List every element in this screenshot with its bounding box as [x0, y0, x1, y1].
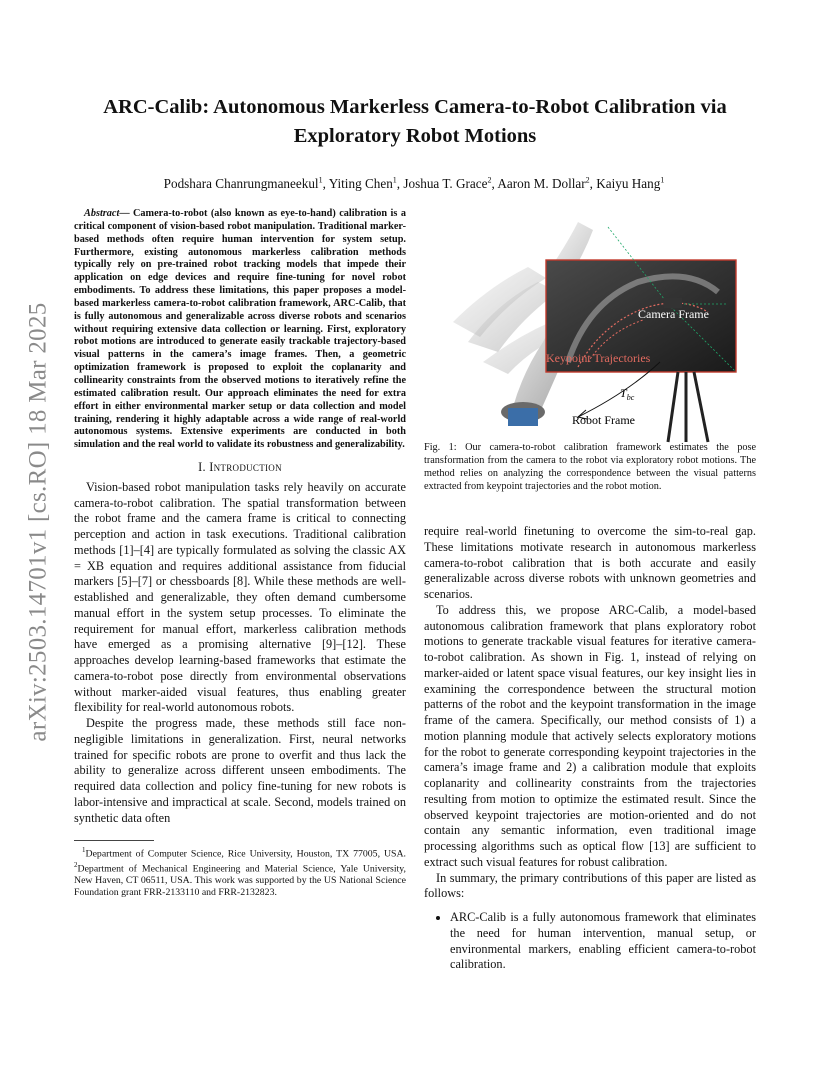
- label-transform: $T_{bc}$: [620, 386, 635, 402]
- intro-paragraph-1: Vision-based robot manipulation tasks rely heavily on accurate camera-to-robot calibration. The spatial transformation between the robot frame and the camera frame is critical to connecting perception and action in task executions. Traditional calibration methods [1]–[4] are typically formulated as solving the classic AX = XB equation and requires additional assistance from fiducial markers [5]–[7] or chessboards [8]. While these methods are well-established and generalizable, they often demand cumbersome manual effort in the system setup processes. To eliminate the requirement for manual effort, markerless calibration methods have emerged as a promising alternative [9]–[12]. These approaches develop learning-based frameworks that estimate the camera-to-robot pose directly from environmental observations without marker-aided visual features, thus enabling greater flexibility for real-world autonomous robots.: [74, 479, 406, 715]
- author: Yiting Chen$^1$,: [328, 176, 404, 192]
- right-paragraph-3: In summary, the primary contributions of this paper are listed as follows:: [424, 870, 756, 901]
- author-list: [80, 172, 748, 193]
- right-paragraph-2: To address this, we propose ARC-Calib, a model-based autonomous calibration framework that plans exploratory robot motions to generate trackable visual features for iterative camera-to-robot calibration. As shown in Fig. 1, instead of relying on marker-aided or latent space visual features, our key insight lies in examining the correspondence between the structural motion patterns of the robot and the keypoint transformation in the image frame of the camera. Specifically, our method consists of 1) a motion planning module that actively selects exploratory motions for the robot to generate corresponding keypoint trajectories in the camera’s image frame and 2) a calibration module that exploits coplanarity and collinearity constraints from the trajectories resulting from motion to optimize the estimated result. Since the observed keypoint trajectories are motion-oriented and do not contain any semantic information, even traditional image processing algorithms such as optical flow [13] are sufficient to extract such visual features for robust calibration.: [424, 602, 756, 869]
- right-column: [424, 524, 756, 973]
- label-keypoint-trajectories: Keypoint Trajectories: [546, 351, 651, 365]
- list-item: • ARC-Calib is a fully autonomous framework that eliminates the need for human intervention, manual setup, or environmental markers, enabling efficient camera-to-robot calibration.: [450, 910, 756, 973]
- arxiv-identifier-stamp: arXiv:2503.14701v1 [cs.RO] 18 Mar 2025: [25, 302, 52, 742]
- footnote-rule: [74, 840, 154, 841]
- author: Joshua T. Grace$^2$,: [403, 176, 498, 192]
- label-robot-frame: Robot Frame: [572, 413, 635, 427]
- author: Aaron M. Dollar$^2$,: [497, 176, 597, 192]
- intro-paragraph-2: Despite the progress made, these methods still face non-negligible limitations in generalization. First, neural networks trained for specific robots are prone to overfit and thus lack the ability to generalize across different unseen embodiments. The required data collection and policy fine-tuning for new robots is labor-intensive and impractical at scale. Second, models trained on synthetic data often: [74, 716, 406, 825]
- figure-1-caption: Fig. 1: Our camera-to-robot calibration framework estimates the pose transformation from the camera to the robot via exploratory robot motions. The method relies on analyzing the correspondence between the visual patterns extracted from keypoint trajectories and the robot motion.: [424, 442, 756, 492]
- label-camera-frame: Camera Frame: [638, 307, 709, 321]
- author: Podshara Chanrungmaneekul$^1$,: [163, 176, 329, 192]
- affiliation-footnote: $^1$Department of Computer Science, Rice University, Houston, TX 77005, USA. $^2$Department of Mechanical Engineering and Material Science, Yale University, New Haven, CT 06511, USA. This work was supported by the US National Science Foundation grant FRR-2133110 and FRR-2132823.: [74, 846, 406, 898]
- paper-title: ARC-Calib: Autonomous Markerless Camera-to-Robot Calibration via Exploratory Robot Motions: [103, 96, 727, 147]
- abstract: Abstract— Camera-to-robot (also known as eye-to-hand) calibration is a critical component of vision-based robot manipulation. Traditional marker-based methods often require human intervention for system setup. Furthermore, existing autonomous markerless calibration methods typically rely on pre-trained robot tracking models that impede their application on edge devices and require fine-tuning for novel robot embodiments. To address these limitations, this paper proposes a model-based markerless camera-to-robot calibration framework, ARC-Calib, that is fully autonomous and generalizable across diverse robots and scenarios without requiring extensive data collection or learning. First, exploratory robot motions are introduced to generate easily trackable trajectory-based visual patterns in the camera’s image frames. Then, a geometric optimization framework is proposed to exploit the coplanarity and collinearity constraints from the observed motions to iteratively refine the estimated calibration result. Our approach eliminates the need for extra effort in either environmental marker setup or data collection and model training, rendering it highly adaptable across a wide range of real-world autonomous systems. Extensive experiments are conducted in both simulation and the real world to validate its robustness and generalizability.: [74, 208, 406, 451]
- section-heading-introduction: I. Introduction: [198, 460, 282, 475]
- robot-calibration-illustration: [428, 212, 758, 444]
- left-column: [74, 208, 406, 899]
- contributions-list: [424, 910, 756, 973]
- right-paragraph-1: require real-world finetuning to overcome the sim-to-real gap. These limitations motivate research in autonomous markerless camera-to-robot calibration that is both accurate and easily generalizable across diverse robots with unknown geometries and scenarios.: [424, 524, 756, 601]
- author: Kaiyu Hang$^1$: [596, 176, 665, 192]
- figure-1: [428, 212, 758, 444]
